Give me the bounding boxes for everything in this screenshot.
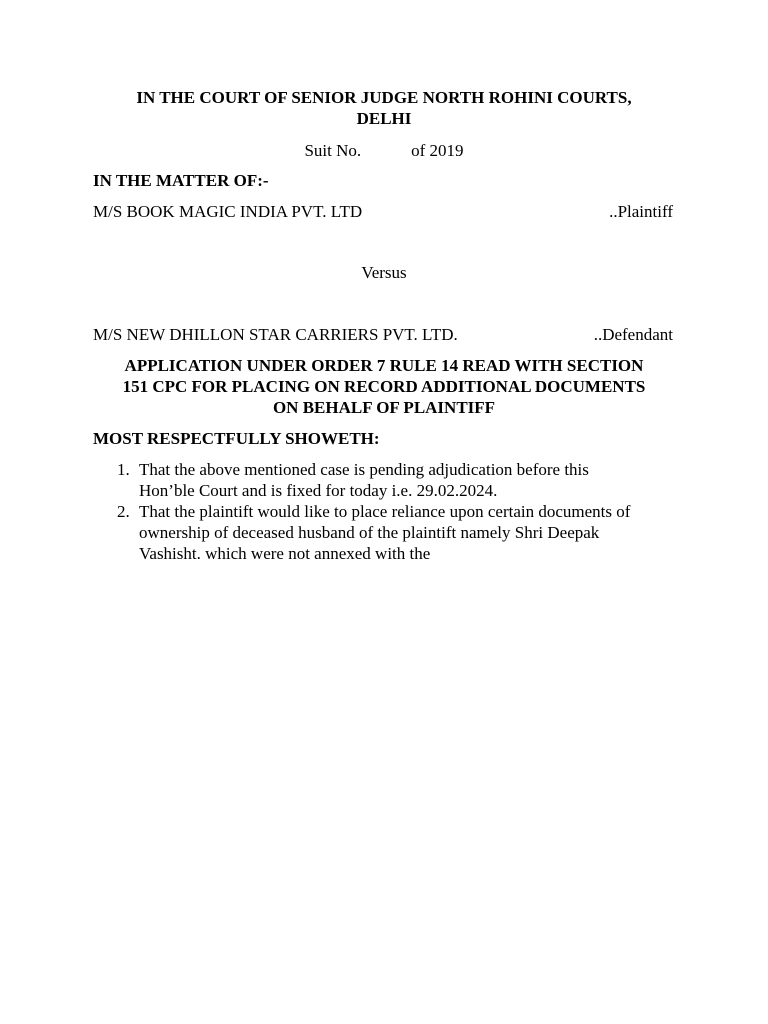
- defendant-row: [93, 324, 673, 345]
- court-title-line-1: IN THE COURT OF SENIOR JUDGE NORTH ROHINI COURTS,: [136, 88, 632, 107]
- defendant-role: ..Defendant: [593, 325, 673, 344]
- versus-label: Versus: [361, 263, 407, 282]
- paragraph-line: ownership of deceased husband of the plaintift namely Shri Deepak: [139, 523, 600, 542]
- suit-number-label: Suit No.: [304, 141, 362, 160]
- suit-number-line: [93, 140, 675, 161]
- defendant-name: M/S NEW DHILLON STAR CARRIERS PVT. LTD.: [93, 325, 458, 344]
- plaintiff-role: ..Plaintiff: [609, 202, 673, 221]
- court-title: [93, 87, 675, 129]
- matter-heading: IN THE MATTER OF:-: [93, 171, 269, 190]
- paragraph-line: That the plaintift would like to place reliance upon certain documents of: [139, 502, 631, 521]
- application-title-line-1: APPLICATION UNDER ORDER 7 RULE 14 READ WITH SECTION: [124, 356, 644, 375]
- paragraph-item: [93, 459, 673, 501]
- court-title-line-2: DELHI: [356, 109, 412, 128]
- application-title-line-2: 151 CPC FOR PLACING ON RECORD ADDITIONAL DOCUMENTS: [122, 377, 646, 396]
- paragraph-number: 1.: [117, 460, 130, 479]
- plaintiff-row: [93, 201, 673, 222]
- paragraph-line: That the above mentioned case is pending adjudication before this: [139, 460, 589, 479]
- plaintiff-name: M/S BOOK MAGIC INDIA PVT. LTD: [93, 202, 363, 221]
- numbered-paragraphs: [93, 459, 673, 564]
- paragraph-line: Vashisht. which were not annexed with the: [139, 544, 431, 563]
- paragraph-number: 2.: [117, 502, 130, 521]
- showeth-heading: MOST RESPECTFULLY SHOWETH:: [93, 429, 380, 448]
- paragraph-line: Hon’ble Court and is fixed for today i.e. 29.02.2024.: [139, 481, 498, 500]
- application-title-line-3: ON BEHALF OF PLAINTIFF: [272, 398, 496, 417]
- suit-year: of 2019: [411, 141, 464, 160]
- application-title: [93, 355, 675, 418]
- paragraph-item: [93, 501, 673, 564]
